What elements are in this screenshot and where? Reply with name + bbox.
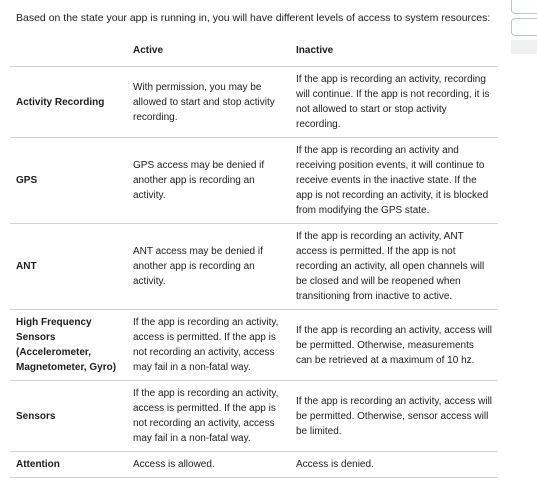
row-resource: ANT xyxy=(10,224,127,310)
row-active: With permission, you may be allowed to start and stop activity recording. xyxy=(127,67,290,138)
row-active: Access is allowed. xyxy=(127,452,290,478)
row-resource: Sensors xyxy=(10,381,127,452)
table-row xyxy=(10,452,498,478)
table-row xyxy=(10,138,498,224)
row-inactive: If the app is recording an activity, access will be permitted. Otherwise, measurements can be retrieved at a maximum of 10 hz. xyxy=(290,310,498,381)
table-row xyxy=(10,310,498,381)
row-resource: Activity Recording xyxy=(10,67,127,138)
table-header-row xyxy=(10,40,498,67)
side-panel-edge-top xyxy=(511,0,537,14)
row-inactive: If the app is recording an activity, ANT access is permitted. If the app is not recording an activity, all open channels will be closed and will be reopened when transitioning from inactive to active. xyxy=(290,224,498,310)
row-resource: High Frequency Sensors (Accelerometer, Magnetometer, Gyro) xyxy=(10,310,127,381)
row-active: If the app is recording an activity, access is permitted. If the app is not recording an activity, access may fail in a non-fatal way. xyxy=(127,310,290,381)
table-row xyxy=(10,224,498,310)
row-resource: Attention xyxy=(10,452,127,478)
side-panel-edge-bottom xyxy=(511,40,537,54)
row-inactive: If the app is recording an activity, access will be permitted. Otherwise, sensor access will be limited. xyxy=(290,381,498,452)
header-resource xyxy=(10,40,127,67)
table-row xyxy=(10,67,498,138)
header-active: Active xyxy=(127,40,290,67)
row-inactive: If the app is recording an activity and receiving position events, it will continue to receive events in the inactive state. If the app is not recording an activity, it is blocked from modifying the GPS state. xyxy=(290,138,498,224)
row-resource: GPS xyxy=(10,138,127,224)
intro-text: Based on the state your app is running in, you will have different levels of access to system resources: xyxy=(16,12,491,24)
row-inactive: Access is denied. xyxy=(290,452,498,478)
row-inactive: If the app is recording an activity, recording will continue. If the app is not recording, it is not allowed to start or stop activity recording. xyxy=(290,67,498,138)
row-active: GPS access may be denied if another app is recording an activity. xyxy=(127,138,290,224)
access-levels-table xyxy=(10,40,498,478)
row-active: If the app is recording an activity, access is permitted. If the app is not recording an activity, access may fail in a non-fatal way. xyxy=(127,381,290,452)
table-row xyxy=(10,381,498,452)
row-active: ANT access may be denied if another app is recording an activity. xyxy=(127,224,290,310)
side-panel-edge-middle xyxy=(511,18,537,36)
header-inactive: Inactive xyxy=(290,40,498,67)
